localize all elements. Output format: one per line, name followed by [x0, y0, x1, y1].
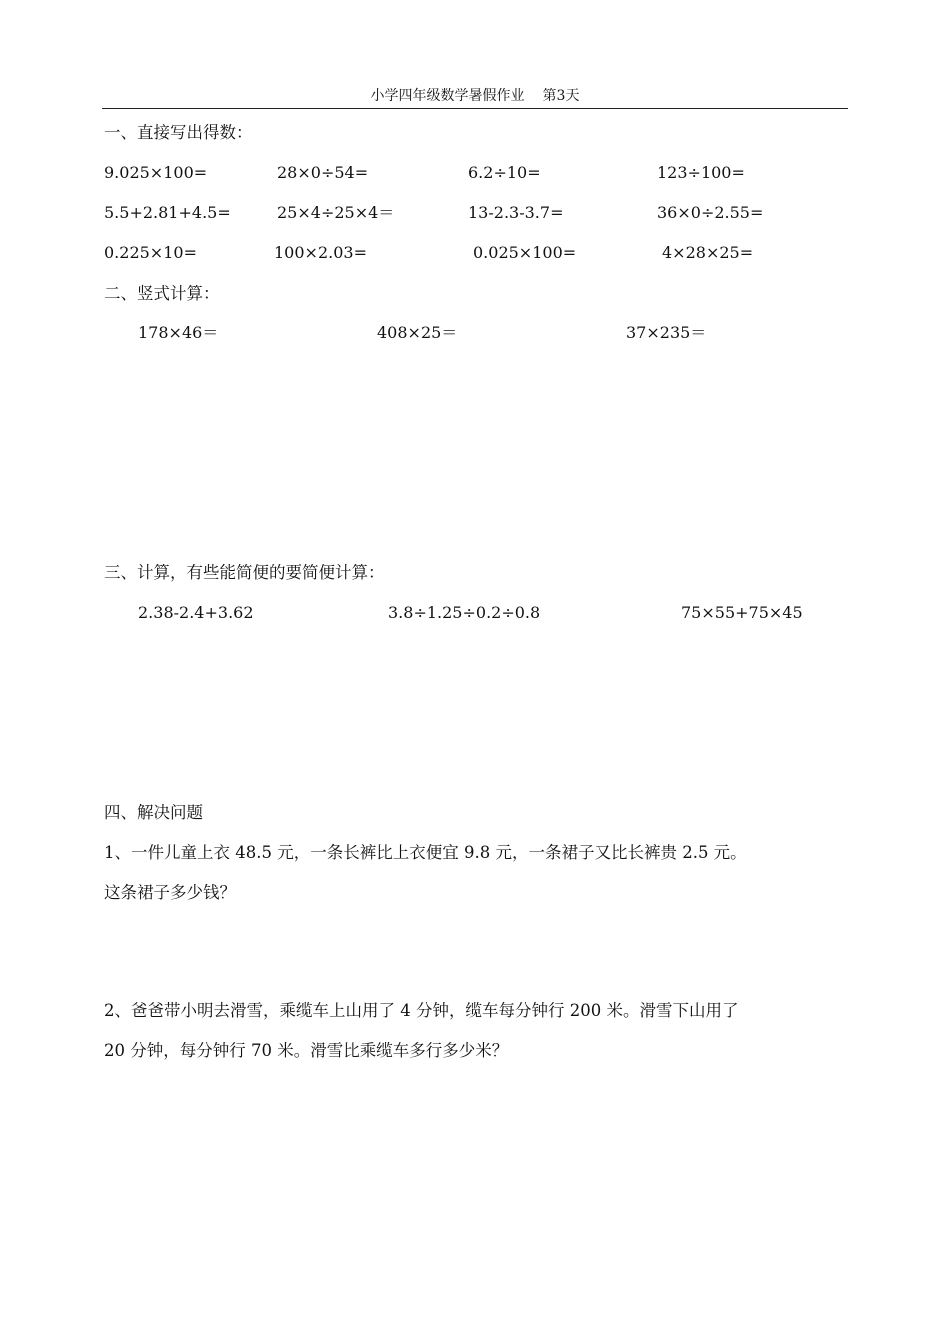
mental-math-item: 0.225×10=: [104, 243, 197, 262]
mental-math-item: 6.2÷10=: [468, 163, 541, 182]
vertical-calc-item: 37×235＝: [626, 323, 707, 342]
mental-math-item: 36×0÷2.55=: [657, 203, 764, 222]
mental-math-item: 13-2.3-3.7=: [468, 203, 564, 222]
simplify-calc-item: 3.8÷1.25÷0.2÷0.8: [388, 603, 541, 622]
problem-2-line-2: 20 分钟，每分钟行 70 米。滑雪比乘缆车多行多少米？: [104, 1041, 509, 1060]
mental-math-item: 5.5+2.81+4.5=: [104, 203, 231, 222]
section1-heading: 一、直接写出得数：: [104, 123, 253, 142]
mental-math-item: 100×2.03=: [274, 243, 367, 262]
header-day: 第3天: [542, 88, 580, 104]
mental-math-item: 4×28×25=: [662, 243, 754, 262]
problem-1-line-2: 这条裙子多少钱？: [104, 883, 236, 902]
mental-math-item: 9.025×100=: [104, 163, 208, 182]
vertical-calc-item: 408×25＝: [377, 323, 458, 342]
simplify-calc-item: 2.38-2.4+3.62: [138, 603, 254, 622]
section4-heading: 四、解决问题: [104, 803, 203, 822]
page-header: [102, 84, 848, 108]
section3-heading: 三、计算，有些能简便的要简便计算：: [104, 563, 385, 582]
problem-1-line-1: 1、一件儿童上衣 48.5 元，一条长裤比上衣便宜 9.8 元，一条裙子又比长裤贵 2.5 元。: [104, 843, 747, 862]
section2-heading: 二、竖式计算：: [104, 284, 220, 303]
header-title: 小学四年级数学暑假作业: [370, 88, 525, 104]
mental-math-item: 28×0÷54=: [277, 163, 369, 182]
problem-2-line-1: 2、爸爸带小明去滑雪，乘缆车上山用了 4 分钟，缆车每分钟行 200 米。滑雪下山用了: [104, 1001, 739, 1020]
header-divider: [102, 108, 848, 109]
simplify-calc-item: 75×55+75×45: [681, 603, 803, 622]
vertical-calc-item: 178×46＝: [138, 323, 219, 342]
mental-math-item: 123÷100=: [657, 163, 745, 182]
mental-math-item: 25×4÷25×4＝: [277, 203, 395, 222]
mental-math-item: 0.025×100=: [473, 243, 577, 262]
